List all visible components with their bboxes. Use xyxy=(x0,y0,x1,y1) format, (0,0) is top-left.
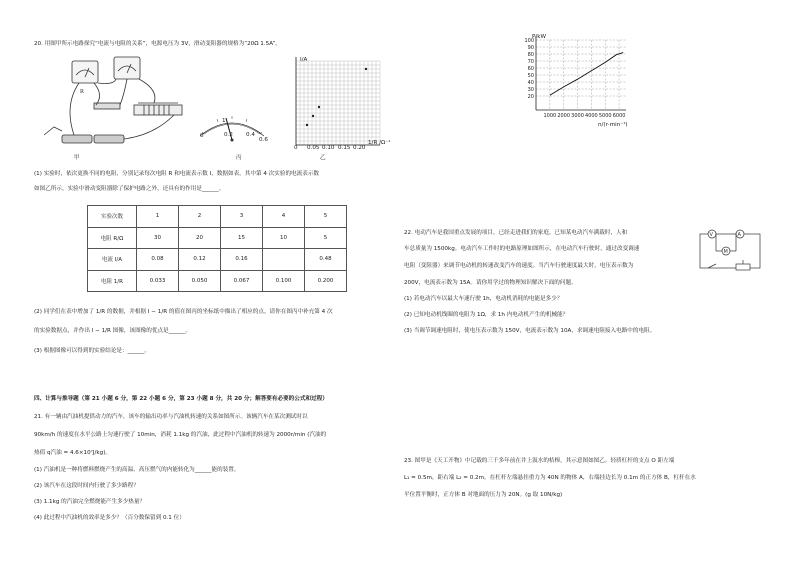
meter-tick-0-4: 0.4 xyxy=(246,132,255,138)
chart-y-tick-label: 90 xyxy=(527,44,534,51)
meter-tick-0: 0 xyxy=(200,133,204,139)
chart-y-tick-label: 80 xyxy=(527,51,534,58)
table-cell: 4 xyxy=(263,206,305,228)
chart-y-axis-label: P/kW xyxy=(532,34,547,40)
table-cell: 0.050 xyxy=(179,270,221,292)
fig-jia-label: 甲 xyxy=(74,155,80,161)
q20-part1-line1: (1) 实验时，依次更换不同的电阻，分别记录每次电阻 R 和电流表示数 I，数据如表，其中第 4 次实验的电流表示数 xyxy=(34,171,320,177)
q20-part1-line2: 如图乙所示，实验中滑动变阻器除了保护电路之外，还具有的作用是______。 xyxy=(34,186,225,192)
q23-line3: 平位置平衡时，正方体 B 对地面的压力为 20N。(g 取 10N/kg) xyxy=(404,492,563,498)
q23-line1: 23. 图甲是《天工开物》中记载的三千多年前在井上汲水的桔槔，其示意图如图乙。轻质杠杆的支点 O 距左端 xyxy=(404,458,675,464)
chart-y-tick-label: 30 xyxy=(527,86,534,93)
table-cell: 1 xyxy=(137,206,179,228)
chart-y-tick-label: 40 xyxy=(527,79,534,86)
ev-circuit-diagram xyxy=(696,226,766,274)
chart-y-tick-label: 100 xyxy=(524,37,534,44)
chart-x-tick-label: 2000 xyxy=(557,113,571,119)
table-cell: 电阻 1/R xyxy=(88,270,137,292)
q21-part1: (1) 汽油机是一种将燃料燃烧产生的高温、高压燃气的内能转化为______能的装置。 xyxy=(34,467,240,473)
table-cell: 0.067 xyxy=(221,270,263,292)
chart-x-tick-label: 5000 xyxy=(598,113,612,119)
graph-x-tick-3: 0.15 xyxy=(338,145,351,151)
q22-part2: (2) 已知电动机线圈的电阻为 1Ω，求 1h 内电动机产生的机械能？ xyxy=(404,312,569,318)
svg-text:R: R xyxy=(80,89,85,95)
chart-x-tick-label: 6000 xyxy=(612,113,626,119)
table-cell: 20 xyxy=(179,227,221,249)
table-cell: 5 xyxy=(305,206,347,228)
table-cell: 10 xyxy=(263,227,305,249)
q22-line3: 电阻（变阻器）来调节电动机的转速改变汽车的速度。当汽车行驶速度最大时，电压表示数为 xyxy=(404,263,634,269)
q22-line2: 车总质量为 1500kg。电动汽车工作时的电路原理如图所示，在电动汽车行驶时，通过改变调速 xyxy=(404,246,640,252)
q22-line1: 22. 电动汽车是我国重点发展的项目，已经走进我们的家庭。已知某电动汽车满载时，人和 xyxy=(404,230,628,236)
fig-bing-label: 乙 xyxy=(320,155,326,161)
chart-x-tick-label: 1000 xyxy=(543,113,557,119)
q21-part3: (3) 1.1kg 的汽油完全燃烧能产生多少热量？ xyxy=(34,499,146,505)
table-row xyxy=(88,206,347,228)
svg-text:M: M xyxy=(723,249,728,255)
table-cell: 0.08 xyxy=(137,249,179,271)
graph-x-tick-0: 0 xyxy=(294,145,298,151)
svg-text:V: V xyxy=(709,232,713,238)
table-cell: 30 xyxy=(137,227,179,249)
q22-part3: (3) 当调节调速电阻时，使电压表示数为 150V，电流表示数为 10A，求调速电阻接入电路中的电阻。 xyxy=(404,328,656,334)
table-cell: 0.033 xyxy=(137,270,179,292)
svg-text:A: A xyxy=(737,232,741,238)
q21-part4: (4) 此过程中汽油机的效率是多少？（百分数保留到 0.1 位） xyxy=(34,515,185,521)
table-cell xyxy=(263,249,305,271)
section-4-heading: 四、计算与推导题（第 21 小题 6 分，第 22 小题 6 分，第 23 小题 8 分，共 20 分；解答要有必要的公式和过程） xyxy=(34,396,328,402)
meter-scale-mark: 1 xyxy=(222,118,226,124)
chart-y-tick-label: 20 xyxy=(527,93,534,100)
chart-x-tick-label: 4000 xyxy=(585,113,598,119)
table-cell: 3 xyxy=(221,206,263,228)
q21-line2: 90km/h 的速度在水平公路上匀速行驶了 10min，消耗 1.1kg 的汽油，此过程中汽油机的转速为 2000r/min (汽油的 xyxy=(34,432,327,438)
table-cell: 2 xyxy=(179,206,221,228)
q22-line4: 200V，电流表示数为 15A。请你用学过的物理知识解决下面的问题。 xyxy=(404,280,577,286)
table-cell: 0.12 xyxy=(179,249,221,271)
power-rpm-chart xyxy=(518,32,634,128)
q20-part2-line2: 的实验数据点，并作出 I − 1/R 图像，该图像的优点是______。 xyxy=(34,328,192,334)
q21-line1: 21. 有一辆由汽油机提供动力的汽车，该车的输出功率与汽油机转速的关系如图所示。该辆汽车在某次测试时以 xyxy=(34,414,308,420)
graph-x-tick-2: 0.10 xyxy=(322,145,335,151)
fig-yi-label: 丙 xyxy=(236,155,242,161)
table-cell: 5 xyxy=(305,227,347,249)
graph-x-tick-4: 0.20 xyxy=(353,145,366,151)
q20-part3: (3) 根据图像可以得到的实验结论是：______。 xyxy=(34,348,150,354)
q20-part2-line1: (2) 同学们在表中增加了 1/R 的数据，并根据 I − 1/R 的值在图丙的坐标纸中描出了相应的点，请你在图丙中补充第 4 次 xyxy=(34,309,333,315)
chart-y-tick-label: 50 xyxy=(527,72,534,79)
meter-tick-0-6: 0.6 xyxy=(259,137,268,143)
chart-x-axis-label: n/(r·min⁻¹) xyxy=(598,122,628,128)
table-cell: 电流 I/A xyxy=(88,249,137,271)
chart-y-tick-label: 70 xyxy=(527,58,534,65)
q23-line2: L₁ = 0.5m，距右端 L₂ = 0.2m。在杠杆左端悬挂重力为 40N 的物体 A，右端挂边长为 0.1m 的正方体 B，杠杆在水 xyxy=(404,475,696,481)
chart-y-tick-label: 60 xyxy=(527,65,534,72)
table-cell: 0.16 xyxy=(221,249,263,271)
table-cell: 0.200 xyxy=(305,270,347,292)
q21-part2: (2) 该汽车在这段时间内行驶了多少路程？ xyxy=(34,483,139,489)
table-row xyxy=(88,270,347,292)
q20-stem: 20. 用图甲所示电路探究“电流与电阻的关系”，电源电压为 3V，滑动变阻器的规格为“20Ω 1.5A”。 xyxy=(34,41,281,47)
q20-data-table xyxy=(87,205,347,292)
graph-x-tick-1: 0.05 xyxy=(307,145,320,151)
q21-line3: 热值 q汽油 = 4.6×10⁷J/kg)。 xyxy=(34,450,111,456)
table-cell: 电阻 R/Ω xyxy=(88,227,137,249)
table-cell: 实验次数 xyxy=(88,206,137,228)
table-cell: 0.48 xyxy=(305,249,347,271)
q22-part1: (1) 若电动汽车以最大车速行驶 1h，电动机消耗的电能是多少？ xyxy=(404,296,563,302)
table-cell: 0.100 xyxy=(263,270,305,292)
table-row xyxy=(88,249,347,271)
graph-y-axis-label: I/A xyxy=(300,57,308,63)
table-row xyxy=(88,227,347,249)
circuit-diagram-jia xyxy=(34,55,194,155)
table-cell: 15 xyxy=(221,227,263,249)
meter-tick-0-2: 0.2 xyxy=(224,132,233,138)
chart-x-tick-label: 3000 xyxy=(571,113,584,119)
graph-x-axis-label: 1/R /Ω⁻¹ xyxy=(368,140,391,146)
